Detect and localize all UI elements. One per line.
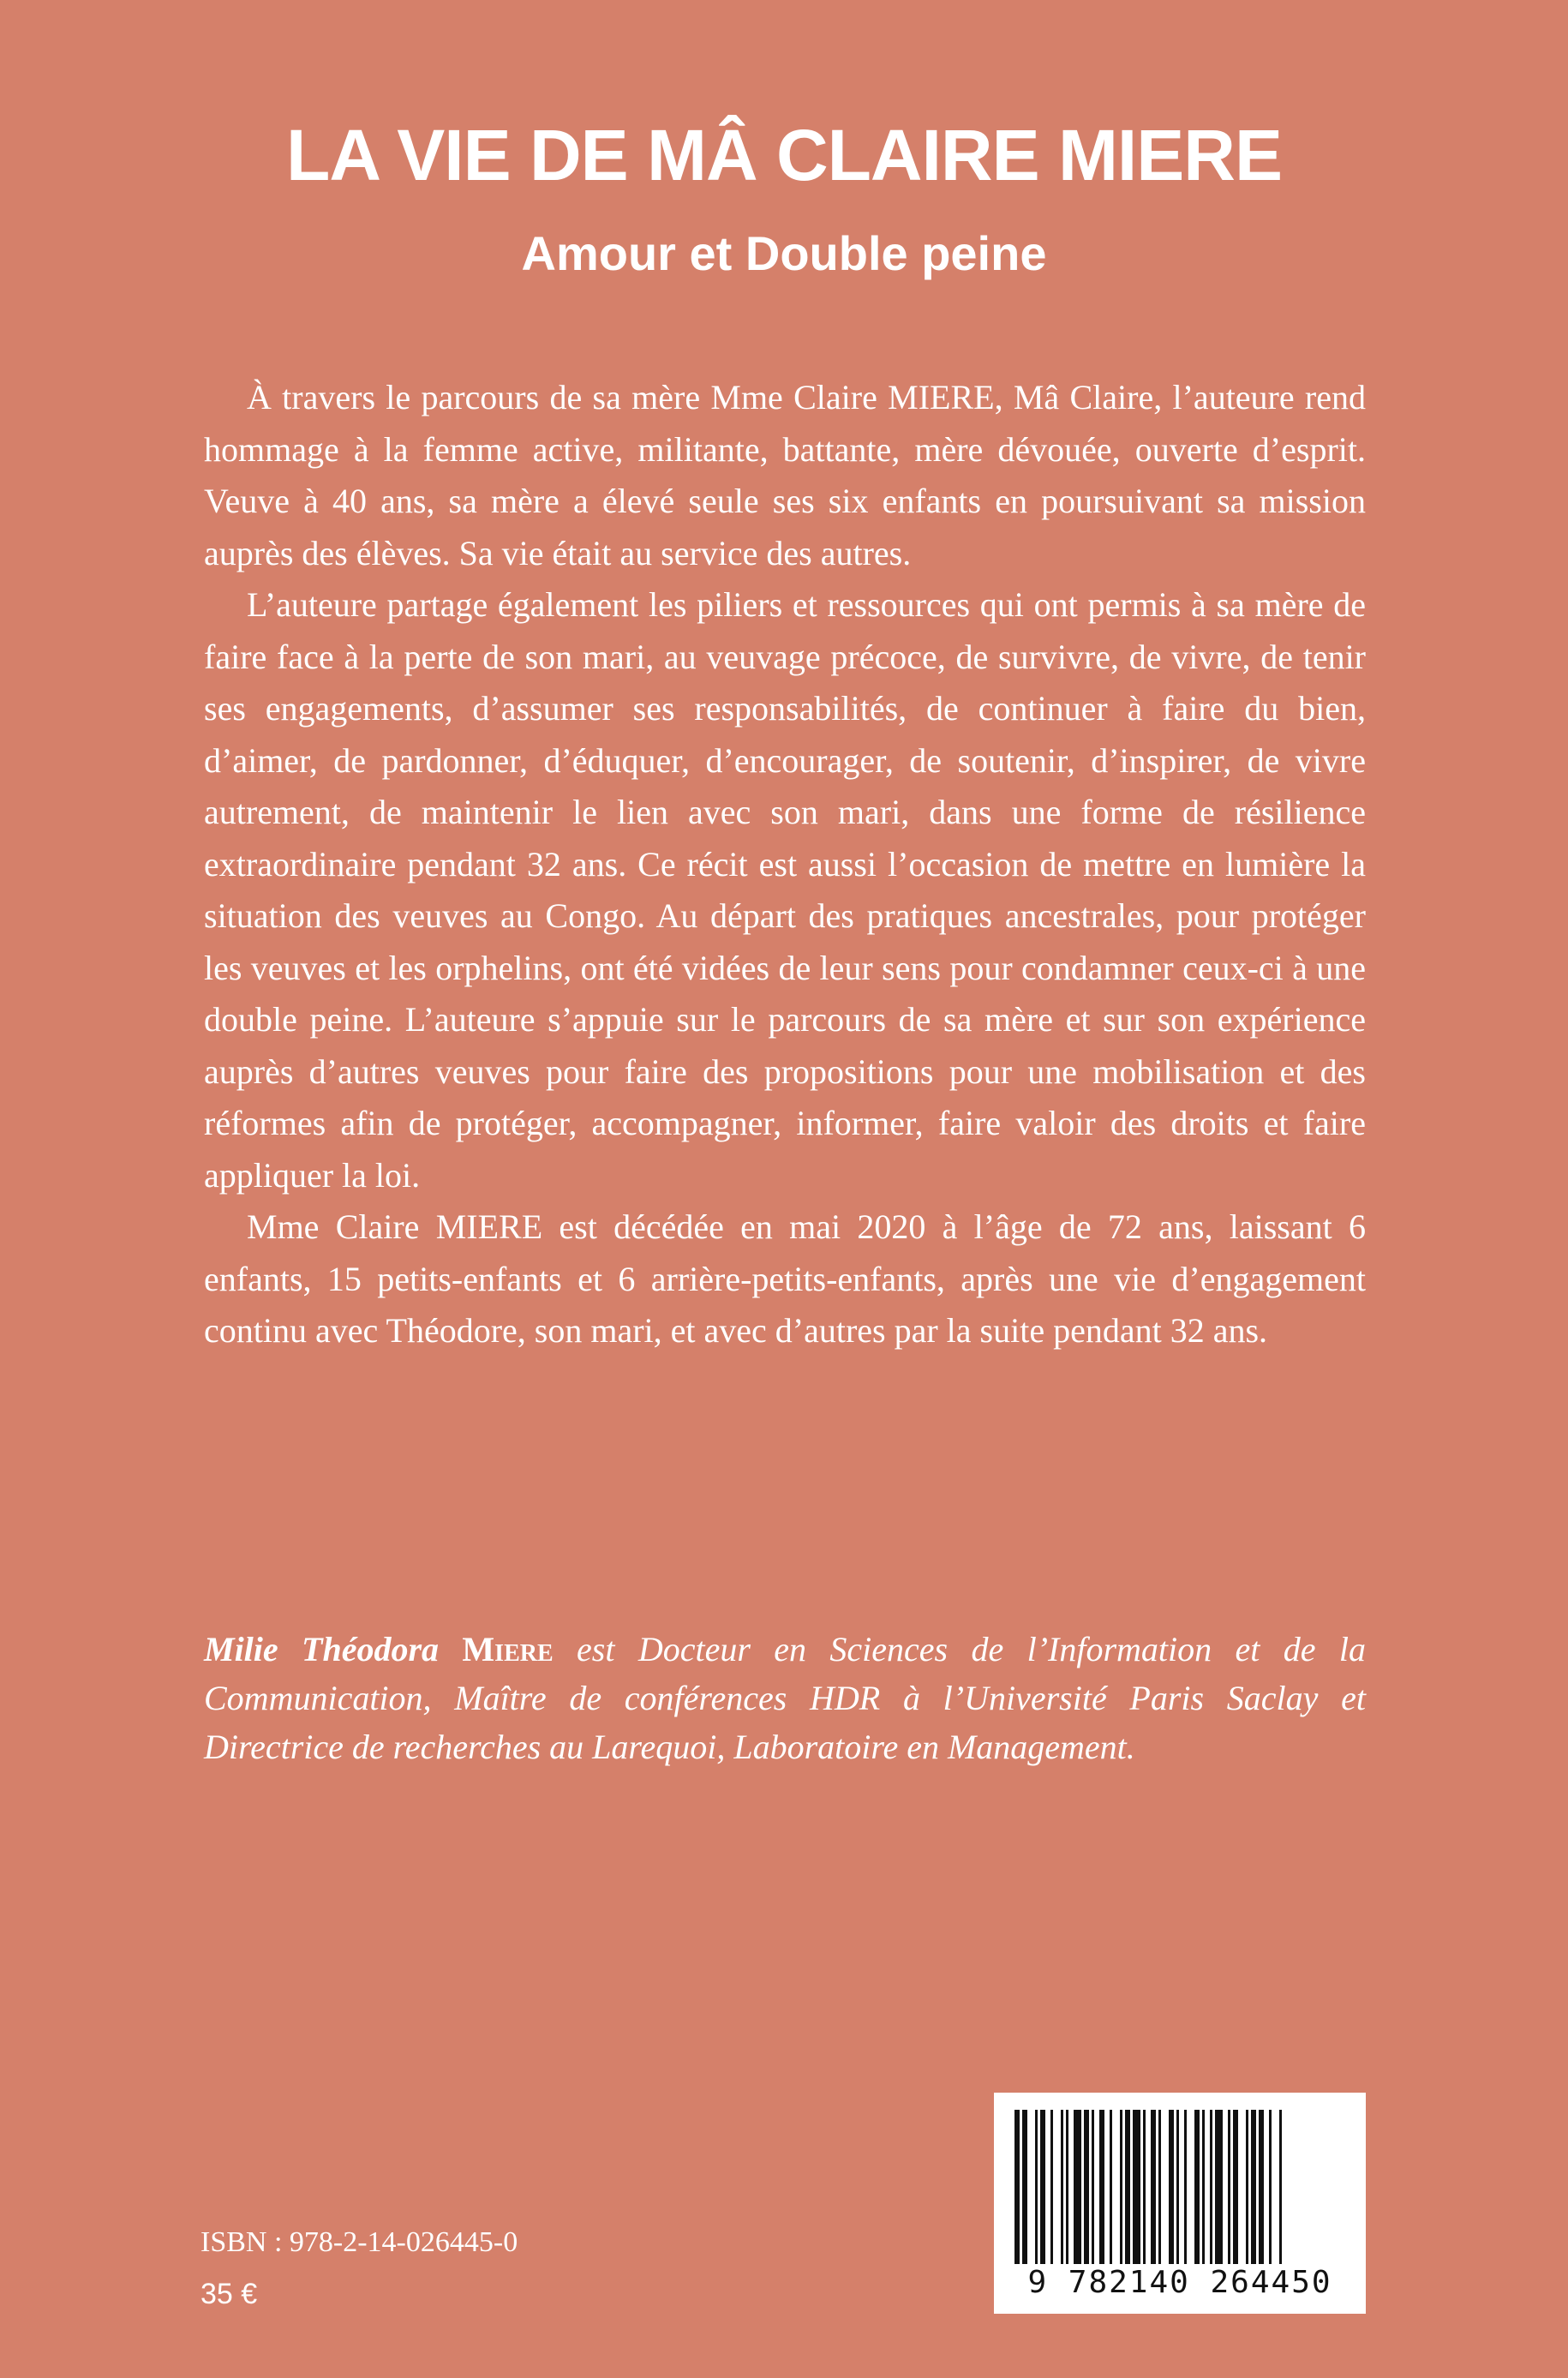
barcode-bar [1133,2110,1140,2264]
barcode-bar [1110,2110,1112,2264]
barcode-bar [1184,2110,1187,2264]
author-last-name: Miere [462,1630,554,1668]
barcode-bar [1176,2110,1179,2264]
barcode-bar [1014,2110,1020,2264]
barcode-bar [1092,2110,1094,2264]
barcode-bar [1099,2110,1104,2264]
barcode-bar [1022,2110,1027,2264]
barcode-bar [1251,2110,1256,2264]
barcode-bar [1215,2110,1223,2264]
summary-paragraph: Mme Claire MIERE est décédée en mai 2020 à l’âge de 72 ans, laissant 6 enfants, 15 petits-enfants et 6 arrière-petits-enfants, après une vie d’engagement continu avec Théodore, son mari, et avec d’autres par la suite pendant 32 ans. [204,1207,1366,1350]
author-first-name: Milie Théodora [204,1630,440,1668]
barcode-bars [1013,2110,1347,2264]
barcode-bar [1210,2110,1212,2264]
summary-paragraph: L’auteure partage également les piliers et ressources qui ont permis à sa mère de faire face à la perte de son mari, au veuvage précoce, de survivre, de vivre, de tenir ses engagements, d’assumer ses responsabilités, de continuer à faire du bien, d’aimer, de pardonner, d’éduquer, d’encourager, de soutenir, d’inspirer, de vivre autrement, de maintenir le lien avec son mari, dans une forme de résilience extraordinaire pendant 32 ans. Ce récit est aussi l’occasion de mettre en lumière la situation des veuves au Congo. Au départ des pratiques ancestrales, pour protéger les veuves et les orphelins, ont été vidées de leur sens pour condamner ceux-ci à une double peine. L’auteure s’appuie sur le parcours de sa mère et sur son expérience auprès d’autres veuves pour faire des propositions pour une mobilisation et des réformes afin de protéger, accompagner, informer, faire valoir des droits et faire appliquer la loi. [204,585,1366,1195]
author-bio-text: est Docteur en Sciences de l’Information et de la Communication, Maître de conférences HDR à l’Université Paris Saclay et Directrice de recherches au Larequoi, Laboratoire en Management. [204,1630,1366,1766]
barcode-bar [1125,2110,1130,2264]
barcode-bar [1158,2110,1161,2264]
book-title: LA VIE DE MÂ CLAIRE MIERE [286,115,1282,195]
barcode-bar [1246,2110,1248,2264]
barcode-bar [1061,2110,1063,2264]
barcode-bar [1084,2110,1089,2264]
barcode-bar [1202,2110,1205,2264]
summary-paragraph: À travers le parcours de sa mère Mme Claire MIERE, Mâ Claire, l’auteure rend hommage à la femme active, militante, battante, mère dévouée, ouverte d’esprit. Veuve à 40 ans, sa mère a élevé seule ses six enfants en poursuivant sa mission auprès des élèves. Sa vie était au service des autres. [204,378,1366,572]
back-cover-summary [204,372,1366,1357]
barcode-bar [1040,2110,1045,2264]
barcode [994,2093,1366,2314]
barcode-bar [1066,2110,1068,2264]
barcode-digits: 9 782140 264450 [1027,2265,1332,2300]
barcode-bar [1151,2110,1156,2264]
barcode-bar [1035,2110,1038,2264]
book-subtitle: Amour et Double peine [521,226,1047,280]
price-label: 35 € [200,2278,258,2310]
barcode-bar [1120,2110,1122,2264]
barcode-bar [1269,2110,1272,2264]
barcode-bar [1279,2110,1282,2264]
isbn-label: ISBN : 978-2-14-026445-0 [200,2226,518,2258]
barcode-bar [1143,2110,1146,2264]
barcode-bar [1228,2110,1230,2264]
barcode-bar [1194,2110,1200,2264]
barcode-bar [1233,2110,1238,2264]
author-bio [204,1625,1366,1771]
barcode-bar [1074,2110,1081,2264]
barcode-bar [1050,2110,1053,2264]
barcode-bar [1259,2110,1264,2264]
barcode-bar [1169,2110,1174,2264]
